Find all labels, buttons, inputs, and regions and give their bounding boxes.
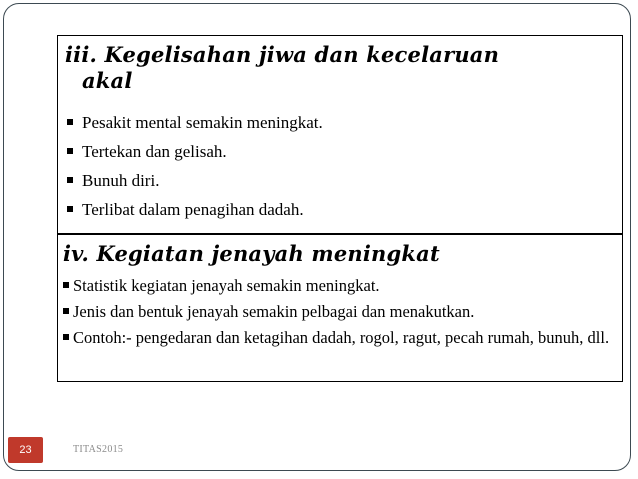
list-item: Statistik kegiatan jenayah semakin meningkat. xyxy=(63,273,613,299)
list-item: Jenis dan bentuk jenayah semakin pelbagai dan menakutkan. xyxy=(63,299,613,325)
section-iii-heading xyxy=(65,42,585,94)
footer-label: TITAS2015 xyxy=(73,444,124,455)
list-item: Tertekan dan gelisah. xyxy=(67,137,323,166)
square-bullet-icon xyxy=(63,282,69,288)
square-bullet-icon xyxy=(67,206,73,212)
section-iii-box xyxy=(57,35,623,234)
square-bullet-icon xyxy=(63,308,69,314)
section-iii-heading-line1: iii. Kegelisahan jiwa dan kecelaruan xyxy=(65,42,500,67)
section-iv-list xyxy=(63,273,613,351)
square-bullet-icon xyxy=(67,148,73,154)
section-iii-list xyxy=(67,108,323,224)
list-item: Bunuh diri. xyxy=(67,166,323,195)
page-number-badge: 23 xyxy=(8,437,43,463)
section-iv-box xyxy=(57,234,623,382)
list-item: Contoh:- pengedaran dan ketagihan dadah, rogol, ragut, pecah rumah, bunuh, dll. xyxy=(63,325,613,351)
section-iv-heading: iv. Kegiatan jenayah meningkat xyxy=(63,241,440,266)
section-iii-heading-line2: akal xyxy=(82,68,133,93)
square-bullet-icon xyxy=(67,119,73,125)
list-item: Pesakit mental semakin meningkat. xyxy=(67,108,323,137)
square-bullet-icon xyxy=(63,334,69,340)
square-bullet-icon xyxy=(67,177,73,183)
list-item: Terlibat dalam penagihan dadah. xyxy=(67,195,323,224)
